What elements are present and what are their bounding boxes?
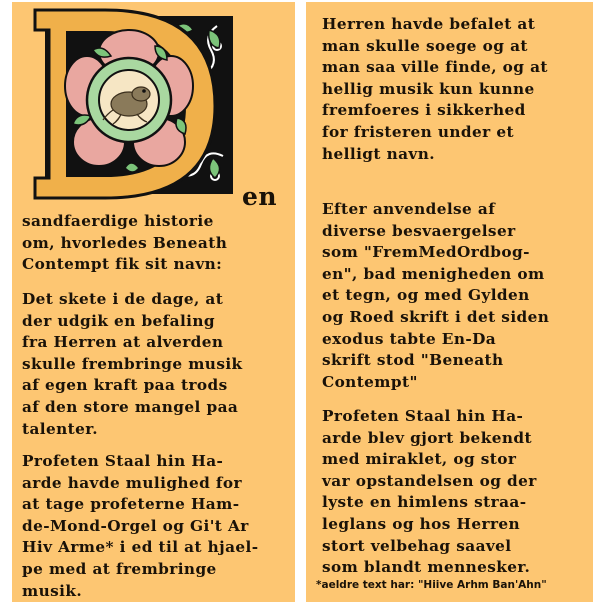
lead-word: en [242,182,278,211]
left-paragraph-2: Det skete i de dage, at der udgik en befaling fra Herren at alverden skulle frembringe musik af egen kraft paa trods af den store mangel paa talenter. [22,290,243,438]
left-paragraph-1: sandfaerdige historie om, hvorledes Beneath Contempt fik sit navn: [22,212,228,274]
right-paragraph-1: Herren havde befalet at man skulle soege og at man saa ville finde, og at hellig musik kun kunne fremfoeres i sikkerhed for fristeren under et helligt navn. [322,15,548,163]
left-paragraph-3: Profeten Staal hin Ha- arde havde mulighed for at tage profeterne Ham- de-Mond-Orgel og Gi't Ar Hiv Arme* i ed til at hjael- pe med at frembringe musik. [22,452,259,600]
illuminated-initial-d-icon [27,6,239,200]
right-paragraph-3: Profeten Staal hin Ha- arde blev gjort bekendt med miraklet, og stor var opstandelsen og der lyste en himlens straa- leglans og hos Herren stort velbehag saavel som blandt mennesker. [322,407,537,577]
left-column [12,2,295,602]
right-column [306,2,593,602]
right-paragraph-2: Efter anvendelse af diverse besvaergelser som "FremMedOrdbog- en", bad menigheden om et tegn, og med Gylden og Roed skrift i det siden exodus tabte En-Da skrift stod "Beneath Contempt" [322,200,550,391]
footnote: *aeldre text har: "Hiive Arhm Ban'Ahn" [316,579,547,591]
